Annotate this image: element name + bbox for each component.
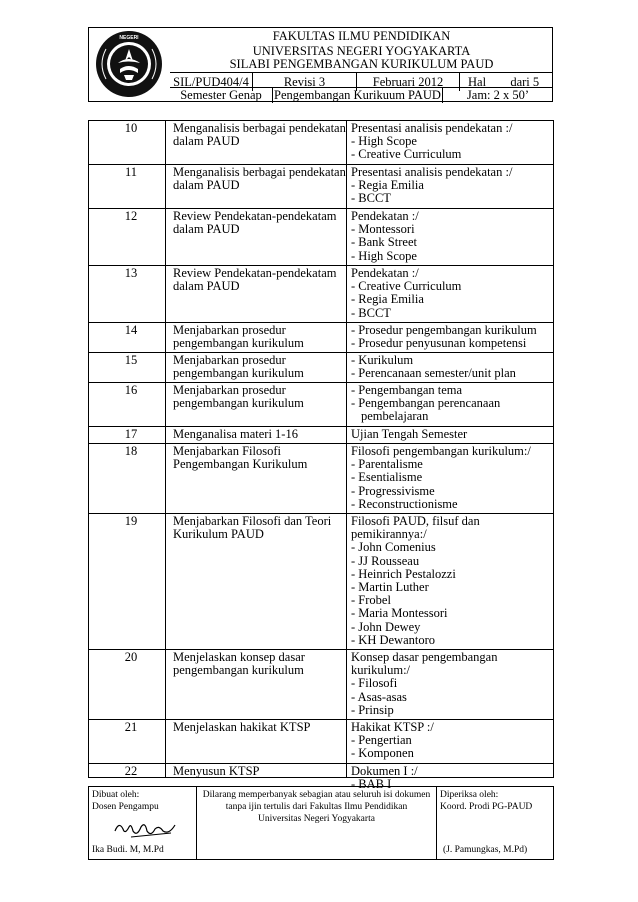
objective-line: Review Pendekatan-pendekatam — [173, 266, 337, 280]
row-number: 13 — [124, 266, 138, 280]
row-number: 15 — [124, 353, 138, 367]
objective-cell — [172, 267, 352, 293]
objective-line: Pengembangan Kurikulum — [173, 457, 308, 472]
row-number: 16 — [124, 383, 138, 397]
material-line: Filosofi PAUD, filsuf dan — [351, 514, 480, 528]
material-cell — [349, 384, 551, 424]
page-label: Hal — [468, 75, 487, 89]
table-row — [89, 354, 553, 383]
material-list-item: - KH Dewantoro — [351, 634, 551, 647]
material-line: Dokumen I :/ — [351, 764, 418, 778]
table-row — [89, 384, 553, 427]
material-line: Presentasi analisis pendekatan :/ — [351, 165, 513, 179]
material-line: Pendekatan :/ — [351, 209, 419, 223]
notice-line: Dilarang memperbanyak sebagian atau seluruh isi dokumen — [202, 790, 431, 800]
material-cell — [349, 428, 551, 441]
table-row — [89, 445, 553, 514]
objective-cell — [172, 765, 352, 778]
objective-line: Menjabarkan prosedur — [173, 353, 286, 367]
material-list-item: - John Dewey — [351, 621, 551, 634]
objective-line: Kurikulum PAUD — [173, 527, 264, 542]
made-by-cell — [89, 787, 197, 859]
material-list-item: - Montessori — [351, 223, 551, 236]
material-list-item: - Reconstructionisme — [351, 498, 551, 511]
material-list-item: - Asas-asas — [351, 691, 551, 704]
table-row — [89, 210, 553, 266]
material-list-item: - Creative Curriculum — [351, 148, 551, 161]
table-row — [89, 428, 553, 444]
material-cell — [349, 166, 551, 206]
checked-by-name: (J. Pamungkas, M.Pd) — [443, 845, 528, 855]
row-number: 17 — [124, 427, 138, 441]
document-code: SIL/PUD404/4 — [170, 73, 253, 91]
svg-text:NEGERI: NEGERI — [119, 35, 139, 41]
material-line: pemikirannya:/ — [351, 527, 427, 542]
made-by-role: Dosen Pengampu — [92, 802, 159, 812]
material-list-item: - BAB I — [351, 778, 551, 791]
material-list-item: - Prosedur pengembangan kurikulum — [351, 324, 551, 337]
material-list-item: - Pengertian — [351, 734, 551, 747]
notice-line: Universitas Negeri Yogyakarta — [258, 814, 375, 824]
copyright-notice — [197, 787, 437, 859]
table-row — [89, 122, 553, 165]
semester: Semester Genap — [170, 88, 273, 103]
made-by-label: Dibuat oleh: — [92, 790, 140, 800]
objective-line: Menjelaskan konsep dasar — [173, 650, 305, 664]
row-number: 18 — [124, 444, 138, 458]
objective-line: Menjabarkan prosedur — [173, 323, 286, 337]
material-list-item: - Komponen — [351, 747, 551, 760]
material-list-item: - Heinrich Pestalozzi — [351, 568, 551, 581]
material-cell — [349, 122, 551, 162]
material-line: Filosofi pengembangan kurikulum:/ — [351, 444, 531, 458]
material-line: Presentasi analisis pendekatan :/ — [351, 121, 513, 135]
material-list-item: - Parentalisme — [351, 458, 551, 471]
material-list-item: - JJ Rousseau — [351, 555, 551, 568]
row-number: 12 — [124, 209, 138, 223]
objective-line: dalam PAUD — [173, 222, 240, 237]
material-cell — [349, 721, 551, 761]
objective-cell — [172, 515, 352, 541]
objective-cell — [172, 166, 352, 192]
objective-line: Menganalisis berbagai pendekatan — [173, 165, 346, 179]
objective-cell — [172, 428, 352, 441]
table-row — [89, 515, 553, 650]
material-line: Ujian Tengah Semester — [351, 427, 468, 441]
objective-line: Menganalisa materi 1-16 — [173, 427, 298, 441]
row-number: 21 — [124, 720, 138, 734]
material-list-item: - High Scope — [351, 135, 551, 148]
course-name: Pengembangan Kurikuum PAUD — [273, 88, 443, 103]
objective-line: pengembangan kurikulum — [173, 366, 304, 381]
course-hours: Jam: 2 x 50’ — [466, 88, 530, 102]
issue-date: Februari 2012 — [357, 73, 460, 91]
table-row — [89, 721, 553, 764]
table-row — [89, 267, 553, 323]
material-list-item: - Kurikulum — [351, 354, 551, 367]
material-list-item: - Creative Curriculum — [351, 280, 551, 293]
material-list-item: - Filosofi — [351, 677, 551, 690]
signature-icon — [111, 817, 181, 843]
objective-line: Menjabarkan Filosofi dan Teori — [173, 514, 332, 528]
material-list-item: - Prosedur penyusunan kompetensi — [351, 337, 551, 350]
objective-line: Menjabarkan prosedur — [173, 383, 286, 397]
notice-line: tanpa ijin tertulis dari Fakultas Ilmu Pendidikan — [225, 802, 408, 812]
table-row — [89, 324, 553, 353]
objective-cell — [172, 354, 352, 380]
objective-line: Menyusun KTSP — [173, 764, 260, 778]
table-row — [89, 166, 553, 209]
material-list-item: - Martin Luther — [351, 581, 551, 594]
objective-cell — [172, 384, 352, 410]
material-list-item: - Regia Emilia — [351, 293, 551, 306]
material-cell — [349, 515, 551, 647]
objective-line: Menjabarkan Filosofi — [173, 444, 281, 458]
material-cell — [349, 267, 551, 320]
document-footer — [88, 786, 554, 860]
objective-line: pengembangan kurikulum — [173, 663, 304, 678]
row-number: 20 — [124, 650, 138, 664]
row-number: 11 — [124, 165, 138, 179]
course-meta-row — [170, 87, 553, 103]
checked-by-label: Diperiksa oleh: — [440, 790, 499, 800]
revision: Revisi 3 — [253, 73, 357, 91]
objective-cell — [172, 122, 352, 148]
row-number: 22 — [124, 764, 138, 778]
syllabus-title: SILABI PENGEMBANGAN KURIKULUM PAUD — [229, 57, 494, 71]
objective-line: Menganalisis berbagai pendekatan — [173, 121, 346, 135]
material-list-item: - Maria Montessori — [351, 607, 551, 620]
material-line: Hakikat KTSP :/ — [351, 720, 434, 734]
objective-line: pengembangan kurikulum — [173, 396, 304, 411]
material-list-item: - Regia Emilia — [351, 179, 551, 192]
material-line: Konsep dasar pengembangan — [351, 650, 498, 664]
checked-by-role: Koord. Prodi PG-PAUD — [440, 802, 533, 812]
objective-line: dalam PAUD — [173, 178, 240, 193]
material-line: kurikulum:/ — [351, 663, 411, 678]
objective-cell — [172, 210, 352, 236]
material-cell — [349, 445, 551, 511]
objective-line: Review Pendekatan-pendekatam — [173, 209, 337, 223]
material-list-item: - BCCT — [351, 307, 551, 320]
university-title: UNIVERSITAS NEGERI YOGYAKARTA — [252, 44, 471, 58]
objective-cell — [172, 721, 352, 734]
material-list-item: - Pengembangan tema — [351, 384, 551, 397]
material-line: Pendekatan :/ — [351, 266, 419, 280]
objective-cell — [172, 324, 352, 350]
material-list-continuation: pembelajaran — [361, 409, 429, 424]
row-number: 10 — [124, 121, 138, 135]
objective-line: Menjelaskan hakikat KTSP — [173, 720, 311, 734]
table-row — [89, 651, 553, 720]
row-number: 14 — [124, 323, 138, 337]
faculty-title: FAKULTAS ILMU PENDIDIKAN — [272, 29, 451, 43]
material-list-item: - Bank Street — [351, 236, 551, 249]
material-list-item: - Frobel — [351, 594, 551, 607]
material-cell — [349, 324, 551, 350]
row-number: 19 — [124, 514, 138, 528]
checked-by-cell — [437, 787, 553, 859]
syllabus-table — [88, 120, 554, 792]
material-cell — [349, 651, 551, 717]
material-list-item: - John Comenius — [351, 541, 551, 554]
material-list-item: - BCCT — [351, 192, 551, 205]
material-list-item: - Perencanaan semester/unit plan — [351, 367, 551, 380]
page-of: dari 5 — [510, 75, 540, 89]
material-list-item: - Progressivisme — [351, 485, 551, 498]
material-list-item: - Prinsip — [351, 704, 551, 717]
objective-line: dalam PAUD — [173, 134, 240, 149]
material-list-item: - High Scope — [351, 250, 551, 263]
objective-line: dalam PAUD — [173, 279, 240, 294]
objective-cell — [172, 651, 352, 677]
objective-cell — [172, 445, 352, 471]
made-by-name: Ika Budi. M, M.Pd — [92, 845, 164, 855]
objective-line: pengembangan kurikulum — [173, 336, 304, 351]
material-cell — [349, 210, 551, 263]
material-list-item: - Pengembangan perencanaan — [351, 397, 551, 410]
material-cell — [349, 354, 551, 380]
material-list-item: - Esentialisme — [351, 471, 551, 484]
